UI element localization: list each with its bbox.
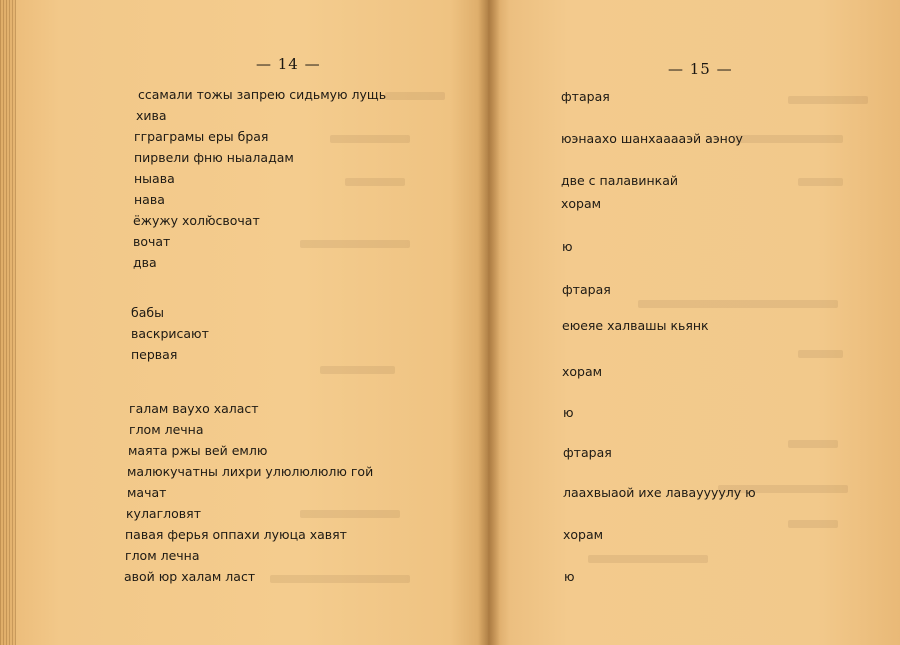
- poem-line: глом лечна: [129, 422, 204, 437]
- poem-line: ю: [564, 569, 575, 584]
- bleed-through: [788, 96, 868, 104]
- poem-line: фтарая: [562, 282, 611, 297]
- poem-line: хорам: [561, 196, 602, 211]
- bleed-through: [638, 300, 838, 308]
- poem-line: лаахвыаой ихе лавауууулу ю: [563, 485, 756, 500]
- poem-line: еюеяе халвашы кьянк: [562, 318, 709, 333]
- bleed-through: [798, 178, 843, 186]
- poem-line: павая ферья оппахи луюца хавят: [125, 527, 347, 542]
- bleed-through: [320, 366, 395, 374]
- poem-line: вочат: [133, 234, 171, 249]
- poem-line: малюкучатны лихри улюлюлюлю гой: [127, 464, 374, 479]
- poem-line: фтарая: [561, 89, 610, 104]
- poem-line: нава: [134, 192, 165, 207]
- bleed-through: [385, 92, 445, 100]
- poem-line: фтарая: [563, 445, 612, 460]
- book-gutter: [478, 0, 500, 645]
- bleed-through: [345, 178, 405, 186]
- poem-line: ёжужу холю̆свочат: [133, 213, 260, 228]
- page-number-right: — 15 —: [668, 60, 733, 78]
- poem-line: два: [133, 255, 157, 270]
- bleed-through: [788, 520, 838, 528]
- page-edges: [0, 0, 16, 645]
- poem-line: авой юр халам ласт: [124, 569, 256, 584]
- poem-line: две с палавинкай: [561, 173, 678, 188]
- poem-line: ныава: [134, 171, 175, 186]
- poem-line: первая: [131, 347, 178, 362]
- poem-line: васкрисают: [131, 326, 209, 341]
- bleed-through: [300, 510, 400, 518]
- bleed-through: [798, 350, 843, 358]
- bleed-through: [733, 135, 843, 143]
- poem-line: ссамали тожы запрею сидьмую лущь: [138, 87, 387, 102]
- right-page: [488, 0, 900, 645]
- page-number-left: — 14 —: [256, 55, 321, 73]
- bleed-through: [270, 575, 410, 583]
- poem-line: гграграмы еры брая: [134, 129, 269, 144]
- poem-line: хорам: [562, 364, 603, 379]
- poem-line: глом лечна: [125, 548, 200, 563]
- poem-line: хива: [136, 108, 167, 123]
- poem-line: маята ржы вей емлю: [128, 443, 268, 458]
- poem-line: ю: [562, 239, 573, 254]
- bleed-through: [588, 555, 708, 563]
- poem-line: кулагловят: [126, 506, 201, 521]
- bleed-through: [330, 135, 410, 143]
- poem-line: пирвели фню ныаладам: [134, 150, 294, 165]
- bleed-through: [788, 440, 838, 448]
- poem-line: ю: [563, 405, 574, 420]
- poem-line: бабы: [131, 305, 164, 320]
- poem-line: хорам: [563, 527, 604, 542]
- bleed-through: [300, 240, 410, 248]
- poem-line: мачат: [127, 485, 167, 500]
- poem-line: галам ваухо халаст: [129, 401, 259, 416]
- poem-line: юэнаахо шанхааааэй аэноу: [561, 131, 743, 146]
